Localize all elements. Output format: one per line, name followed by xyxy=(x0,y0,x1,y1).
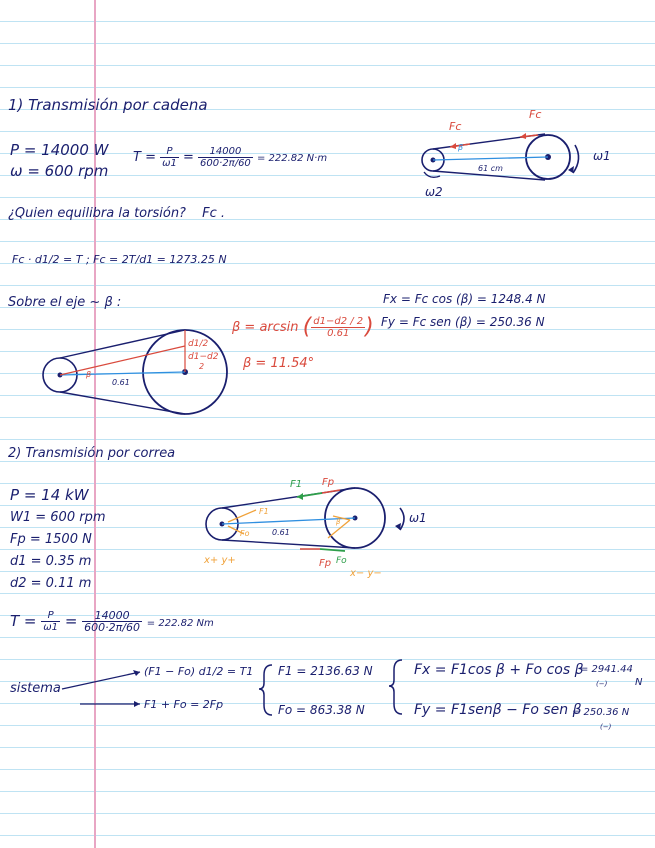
torque2-result: = 222.82 Nm xyxy=(146,618,214,629)
label-061-a: 0.61 xyxy=(112,378,130,387)
frac2-num: 14000 xyxy=(198,146,253,158)
torque2-frac1-den: ω1 xyxy=(43,622,59,633)
label-061-b: 0.61 xyxy=(272,528,290,537)
f1-green-arrowhead xyxy=(297,493,303,500)
frac1-den: ω1 xyxy=(162,158,177,169)
omega1: W1 = 600 rpm xyxy=(10,510,106,525)
label-w1-belt: ω1 xyxy=(409,511,427,525)
power-kw: P = 14 kW xyxy=(10,486,89,504)
label-fo-green: Fo xyxy=(336,556,347,566)
question-answer: Fc . xyxy=(202,206,225,221)
fp-red-arrow-top xyxy=(322,490,340,493)
fx-belt-sign: (−) xyxy=(596,680,608,688)
axis-title: Sobre el eje ~ β : xyxy=(8,295,122,310)
system-arrowhead-2 xyxy=(134,701,140,707)
label-beta-3: β xyxy=(336,518,341,526)
label-xy-right: x− y− xyxy=(350,568,382,579)
torque-eq-sign: = xyxy=(183,150,194,165)
torque2-frac1-num: P xyxy=(41,610,60,622)
fy-belt: Fy = F1senβ − Fo sen β xyxy=(414,702,582,718)
label-w1: ω1 xyxy=(593,149,611,163)
section2-title: 2) Transmisión por correa xyxy=(8,446,176,461)
fy-belt-sign: (−) xyxy=(600,723,612,731)
torque2-frac2-num: 14000 xyxy=(82,610,142,622)
brace-1 xyxy=(259,665,272,715)
label-f1-small: F1 xyxy=(259,507,269,516)
power-value: P = 14000 W xyxy=(10,141,109,159)
frac1-num: P xyxy=(160,146,179,158)
fx-belt-value: = 2941.44 xyxy=(580,664,633,675)
label-distance: 61 cm xyxy=(478,164,503,173)
label-fo-small: Fo xyxy=(240,529,250,538)
label-fp-top: Fp xyxy=(322,477,335,488)
label-fc-left: Fc xyxy=(449,120,462,133)
beta-formula: β = arcsin ( $\frac{d1-d2 / 2}{0.61}$ ) xyxy=(232,314,374,340)
force-chain-equation: Fc · d1/2 = T ; Fc = 2T/d1 = 1273.25 N xyxy=(12,253,227,266)
torque2-lhs: T = xyxy=(10,612,37,630)
fp-value: Fp = 1500 N xyxy=(10,532,92,547)
torque-lhs: T = xyxy=(133,150,156,165)
label-xy-left: x+ y+ xyxy=(204,555,236,566)
fx-belt-unit: N xyxy=(635,677,643,688)
omega-value: ω = 600 rpm xyxy=(10,162,109,180)
d2-value: d2 = 0.11 m xyxy=(10,576,92,591)
fo-green-arrow xyxy=(320,549,345,551)
system-label: sistema xyxy=(10,681,61,696)
fx-chain: Fx = Fc cos (β) = 1248.4 N xyxy=(383,292,546,306)
torque-result: = 222.82 N·m xyxy=(256,153,328,164)
system-arrow-1 xyxy=(62,672,140,689)
label-diff-num: d1−d2 xyxy=(188,352,219,362)
beta-formula-prefix: β = arcsin xyxy=(232,320,299,335)
label-fc-right: Fc xyxy=(529,108,542,121)
torque2-frac2-den: 600·2π/60 xyxy=(84,621,140,634)
label-beta-1: β xyxy=(458,143,464,152)
beta-frac-den: 0.61 xyxy=(327,328,350,339)
brace-2 xyxy=(389,660,402,714)
fy-chain: Fy = Fc sen (β) = 250.36 N xyxy=(381,315,545,329)
rotation-arrow-belt xyxy=(400,508,404,530)
question-text: ¿Quien equilibra la torsión? xyxy=(8,206,186,221)
fx-belt: Fx = F1cos β + Fo cos β xyxy=(414,662,584,678)
beta-value: β = 11.54° xyxy=(243,356,315,371)
torque2-eq-sign: = xyxy=(64,612,78,630)
label-diff-den: 2 xyxy=(199,362,205,371)
frac2-den: 600·2π/60 xyxy=(200,158,251,169)
rotation-arrowhead-belt xyxy=(395,523,401,530)
label-w2: ω2 xyxy=(425,185,443,199)
fy-belt-value: = 250.36 N xyxy=(572,707,630,718)
section1-title: 1) Transmisión por cadena xyxy=(8,96,208,114)
d1-value: d1 = 0.35 m xyxy=(10,554,92,569)
label-beta-2: β xyxy=(86,370,92,379)
system-eq2: F1 + Fo = 2Fp xyxy=(144,698,224,711)
fo-result: Fo = 863.38 N xyxy=(278,703,365,717)
label-d1-half: d1/2 xyxy=(188,339,209,349)
f1-result: F1 = 2136.63 N xyxy=(278,664,373,678)
system-eq1: (F1 − Fo) d1/2 = T1 xyxy=(144,665,254,678)
beta-frac-num: d1−d2 / 2 xyxy=(313,316,364,327)
label-f1-green: F1 xyxy=(290,479,303,490)
label-fp-bottom: Fp xyxy=(319,558,332,569)
